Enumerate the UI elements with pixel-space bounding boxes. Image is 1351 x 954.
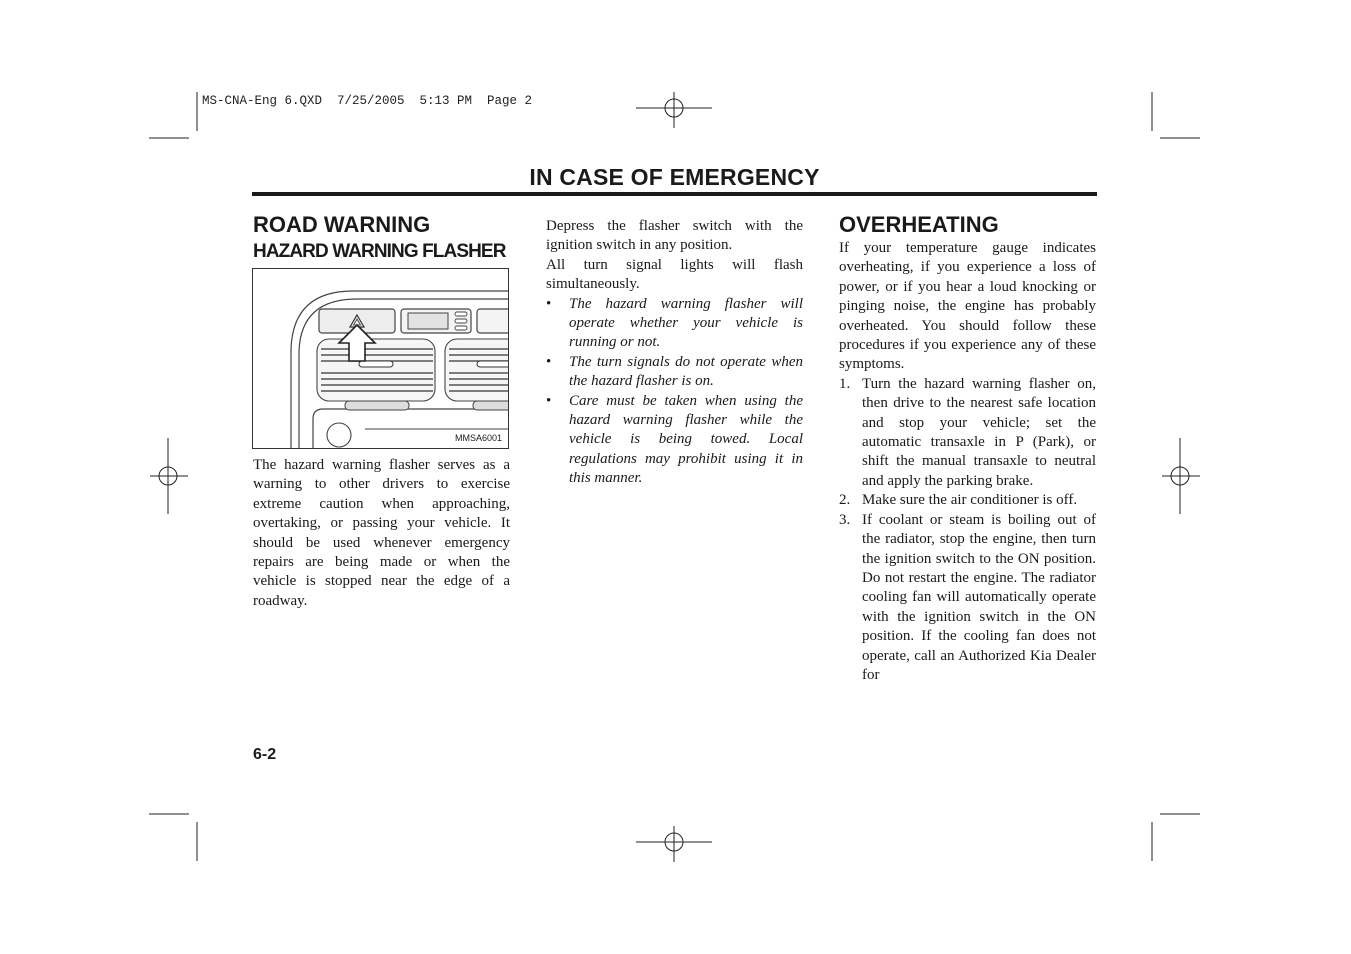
- list-item: • The hazard warning flasher will operate whether your vehicle is running or not.: [546, 295, 803, 351]
- registration-mark-bottom: [636, 826, 712, 862]
- list-item: • The turn signals do not operate when the hazard flasher is on.: [546, 353, 803, 390]
- road-warning-heading: ROAD WARNING: [253, 212, 431, 237]
- list-item: 3. If coolant or steam is boiling out of the radiator, stop the engine, then turn the ignition switch to the ON position. Do not restart the engine. The radiator cooling fan will automatically operate with the ignition switch in the ON position. If the cooling fan does not operate, call an Authorized Kia Dealer for: [839, 511, 1096, 683]
- overheating-intro: If your temperature gauge indicates overheating, if you experience a loss of power, or if you hear a loud knocking or pinging noise, the engine has probably overheated. You should follow these procedures if you experience any of these symptoms.: [839, 240, 1096, 373]
- page-number: 6-2: [253, 746, 277, 763]
- step-number: 2.: [839, 492, 851, 509]
- list-item: • Care must be taken when using the hazard warning flasher while the vehicle is being towed. Local regulations may prohibit using it in this manner.: [546, 392, 803, 487]
- caution-list: [546, 295, 803, 489]
- list-item: 1. Turn the hazard warning flasher on, then drive to the nearest safe location and stop your vehicle; set the automatic transaxle in P (Park), or shift the manual transaxle to neutral and apply the parking brake.: [839, 375, 1096, 489]
- dashboard-drawing: [253, 269, 509, 449]
- bullet-marker: •: [546, 392, 552, 409]
- middle-column: [546, 217, 803, 489]
- registration-mark-top: [636, 92, 712, 128]
- registration-mark-right: [1162, 438, 1200, 514]
- bullet-marker: •: [546, 353, 552, 370]
- overheating-steps: [839, 375, 1096, 686]
- title-rule: [252, 192, 1097, 196]
- bullet-marker: •: [546, 295, 552, 312]
- hazard-flasher-subheading: HAZARD WARNING FLASHER: [253, 241, 506, 262]
- list-item: 2. Make sure the air conditioner is off.: [839, 491, 1096, 510]
- step-number: 1.: [839, 375, 851, 392]
- print-slug: MS-CNA-Eng 6.QXD 7/25/2005 5:13 PM Page 2: [202, 94, 533, 108]
- figure-code: MMSA6001: [454, 433, 502, 443]
- flasher-instruction: Depress the flasher switch with the ignition switch in any position.: [546, 218, 803, 254]
- page-title: IN CASE OF EMERGENCY: [529, 164, 820, 190]
- overheating-column: [839, 239, 1096, 685]
- registration-mark-left: [150, 438, 188, 514]
- road-warning-body: The hazard warning flasher serves as a warning to other drivers to exercise extreme caution when approaching, overtaking, or passing your vehicle. It should be used whenever emergency repairs are being made or when the vehicle is stopped near the edge of a roadway.: [253, 457, 510, 609]
- step-number: 3.: [839, 511, 851, 528]
- flash-note: All turn signal lights will flash simultaneously.: [546, 256, 803, 293]
- overheating-heading: OVERHEATING: [839, 212, 999, 237]
- hazard-switch-illustration: [252, 268, 509, 449]
